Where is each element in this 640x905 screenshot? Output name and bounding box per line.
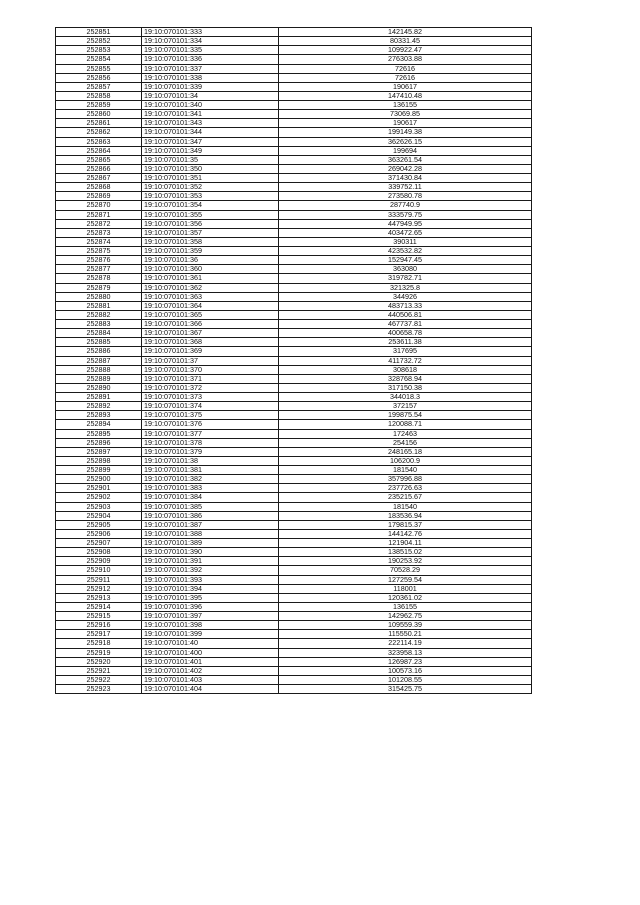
value-cell: 115550.21 [279, 630, 532, 639]
cadastral-number-cell: 19:10:070101:397 [142, 612, 279, 621]
table-row [56, 46, 532, 55]
row-number-cell: 252855 [56, 64, 142, 73]
value-cell: 308618 [279, 365, 532, 374]
table-row [56, 639, 532, 648]
cadastral-number-cell: 19:10:070101:333 [142, 28, 279, 37]
cadastral-number-cell: 19:10:070101:373 [142, 393, 279, 402]
table-row [56, 101, 532, 110]
value-cell: 100573.16 [279, 666, 532, 675]
row-number-cell: 252874 [56, 237, 142, 246]
value-cell: 344926 [279, 292, 532, 301]
row-number-cell: 252910 [56, 566, 142, 575]
cadastral-number-cell: 19:10:070101:347 [142, 137, 279, 146]
row-number-cell: 252906 [56, 529, 142, 538]
row-number-cell: 252861 [56, 119, 142, 128]
value-cell: 269042.28 [279, 164, 532, 173]
value-cell: 109922.47 [279, 46, 532, 55]
row-number-cell: 252895 [56, 429, 142, 438]
value-cell: 172463 [279, 429, 532, 438]
table-row [56, 228, 532, 237]
cadastral-number-cell: 19:10:070101:355 [142, 210, 279, 219]
row-number-cell: 252915 [56, 612, 142, 621]
table-row [56, 520, 532, 529]
row-number-cell: 252923 [56, 685, 142, 694]
cadastral-number-cell: 19:10:070101:337 [142, 64, 279, 73]
table-row [56, 247, 532, 256]
cadastral-number-cell: 19:10:070101:369 [142, 347, 279, 356]
value-cell: 120361.02 [279, 593, 532, 602]
value-cell: 372157 [279, 402, 532, 411]
row-number-cell: 252909 [56, 557, 142, 566]
value-cell: 317695 [279, 347, 532, 356]
cadastral-number-cell: 19:10:070101:343 [142, 119, 279, 128]
cadastral-number-cell: 19:10:070101:400 [142, 648, 279, 657]
value-cell: 390311 [279, 237, 532, 246]
row-number-cell: 252886 [56, 347, 142, 356]
table-row [56, 183, 532, 192]
row-number-cell: 252852 [56, 37, 142, 46]
row-number-cell: 252913 [56, 593, 142, 602]
row-number-cell: 252900 [56, 475, 142, 484]
table-row [56, 548, 532, 557]
table-row [56, 210, 532, 219]
value-cell: 253611.38 [279, 338, 532, 347]
cadastral-number-cell: 19:10:070101:388 [142, 529, 279, 538]
cadastral-number-cell: 19:10:070101:375 [142, 411, 279, 420]
value-cell: 73069.85 [279, 110, 532, 119]
row-number-cell: 252883 [56, 320, 142, 329]
table-row [56, 274, 532, 283]
value-cell: 179815.37 [279, 520, 532, 529]
row-number-cell: 252865 [56, 155, 142, 164]
value-cell: 127259.54 [279, 575, 532, 584]
value-cell: 403472.65 [279, 228, 532, 237]
table-row [56, 593, 532, 602]
row-number-cell: 252885 [56, 338, 142, 347]
table-row [56, 648, 532, 657]
table-row [56, 155, 532, 164]
cadastral-number-cell: 19:10:070101:356 [142, 219, 279, 228]
cadastral-number-cell: 19:10:070101:379 [142, 447, 279, 456]
cadastral-number-cell: 19:10:070101:377 [142, 429, 279, 438]
table-row [56, 539, 532, 548]
table-body [56, 28, 532, 694]
table-row [56, 365, 532, 374]
value-cell: 106200.9 [279, 456, 532, 465]
row-number-cell: 252917 [56, 630, 142, 639]
table-row [56, 383, 532, 392]
table-row [56, 164, 532, 173]
row-number-cell: 252877 [56, 265, 142, 274]
cadastral-number-cell: 19:10:070101:364 [142, 301, 279, 310]
row-number-cell: 252916 [56, 621, 142, 630]
row-number-cell: 252853 [56, 46, 142, 55]
table-row [56, 28, 532, 37]
table-row [56, 420, 532, 429]
row-number-cell: 252905 [56, 520, 142, 529]
cadastral-number-cell: 19:10:070101:393 [142, 575, 279, 584]
row-number-cell: 252898 [56, 456, 142, 465]
value-cell: 344018.3 [279, 393, 532, 402]
table-row [56, 584, 532, 593]
cadastral-number-cell: 19:10:070101:394 [142, 584, 279, 593]
table-row [56, 174, 532, 183]
cadastral-number-cell: 19:10:070101:351 [142, 174, 279, 183]
table-row [56, 37, 532, 46]
table-row [56, 411, 532, 420]
row-number-cell: 252875 [56, 247, 142, 256]
value-cell: 273580.78 [279, 192, 532, 201]
cadastral-number-cell: 19:10:070101:362 [142, 283, 279, 292]
table-row [56, 292, 532, 301]
cadastral-number-cell: 19:10:070101:349 [142, 146, 279, 155]
cadastral-number-cell: 19:10:070101:36 [142, 256, 279, 265]
value-cell: 136155 [279, 101, 532, 110]
cadastral-number-cell: 19:10:070101:40 [142, 639, 279, 648]
table-row [56, 137, 532, 146]
table-row [56, 621, 532, 630]
value-cell: 357996.88 [279, 475, 532, 484]
value-cell: 142962.75 [279, 612, 532, 621]
cadastral-number-cell: 19:10:070101:37 [142, 356, 279, 365]
table-row [56, 119, 532, 128]
row-number-cell: 252912 [56, 584, 142, 593]
table-row [56, 466, 532, 475]
cadastral-number-cell: 19:10:070101:354 [142, 201, 279, 210]
value-cell: 363261.54 [279, 155, 532, 164]
row-number-cell: 252893 [56, 411, 142, 420]
cadastral-number-cell: 19:10:070101:404 [142, 685, 279, 694]
row-number-cell: 252882 [56, 310, 142, 319]
value-cell: 411732.72 [279, 356, 532, 365]
value-cell: 323958.13 [279, 648, 532, 657]
table-row [56, 456, 532, 465]
row-number-cell: 252901 [56, 484, 142, 493]
value-cell: 120088.71 [279, 420, 532, 429]
value-cell: 72616 [279, 73, 532, 82]
cadastral-number-cell: 19:10:070101:334 [142, 37, 279, 46]
cadastral-number-cell: 19:10:070101:35 [142, 155, 279, 164]
row-number-cell: 252860 [56, 110, 142, 119]
cadastral-number-cell: 19:10:070101:403 [142, 675, 279, 684]
cadastral-number-cell: 19:10:070101:386 [142, 511, 279, 520]
row-number-cell: 252911 [56, 575, 142, 584]
cadastral-number-cell: 19:10:070101:370 [142, 365, 279, 374]
row-number-cell: 252870 [56, 201, 142, 210]
table-row [56, 447, 532, 456]
value-cell: 70528.29 [279, 566, 532, 575]
cadastral-number-cell: 19:10:070101:401 [142, 657, 279, 666]
cadastral-number-cell: 19:10:070101:392 [142, 566, 279, 575]
cadastral-number-cell: 19:10:070101:376 [142, 420, 279, 429]
cadastral-number-cell: 19:10:070101:339 [142, 82, 279, 91]
value-cell: 319782.71 [279, 274, 532, 283]
value-cell: 199875.54 [279, 411, 532, 420]
table-row [56, 612, 532, 621]
cadastral-number-cell: 19:10:070101:371 [142, 374, 279, 383]
table-row [56, 329, 532, 338]
table-row [56, 283, 532, 292]
table-row [56, 393, 532, 402]
cadastral-number-cell: 19:10:070101:341 [142, 110, 279, 119]
row-number-cell: 252878 [56, 274, 142, 283]
table-row [56, 575, 532, 584]
value-cell: 317150.38 [279, 383, 532, 392]
value-cell: 190253.92 [279, 557, 532, 566]
cadastral-number-cell: 19:10:070101:368 [142, 338, 279, 347]
value-cell: 339752.11 [279, 183, 532, 192]
table-row [56, 602, 532, 611]
row-number-cell: 252907 [56, 539, 142, 548]
cadastral-number-cell: 19:10:070101:396 [142, 602, 279, 611]
cadastral-number-cell: 19:10:070101:389 [142, 539, 279, 548]
row-number-cell: 252866 [56, 164, 142, 173]
value-cell: 190617 [279, 119, 532, 128]
table-row [56, 356, 532, 365]
table-row [56, 82, 532, 91]
value-cell: 362626.15 [279, 137, 532, 146]
row-number-cell: 252863 [56, 137, 142, 146]
row-number-cell: 252858 [56, 91, 142, 100]
value-cell: 109559.39 [279, 621, 532, 630]
row-number-cell: 252859 [56, 101, 142, 110]
cadastral-number-cell: 19:10:070101:383 [142, 484, 279, 493]
table-row [56, 110, 532, 119]
value-cell: 80331.45 [279, 37, 532, 46]
value-cell: 138515.02 [279, 548, 532, 557]
table-row [56, 347, 532, 356]
cadastral-number-cell: 19:10:070101:352 [142, 183, 279, 192]
value-cell: 235215.67 [279, 493, 532, 502]
table-row [56, 320, 532, 329]
row-number-cell: 252897 [56, 447, 142, 456]
cadastral-number-cell: 19:10:070101:353 [142, 192, 279, 201]
row-number-cell: 252899 [56, 466, 142, 475]
row-number-cell: 252864 [56, 146, 142, 155]
cadastral-number-cell: 19:10:070101:402 [142, 666, 279, 675]
table-row [56, 675, 532, 684]
cadastral-number-cell: 19:10:070101:399 [142, 630, 279, 639]
table-row [56, 146, 532, 155]
cadastral-number-cell: 19:10:070101:357 [142, 228, 279, 237]
row-number-cell: 252894 [56, 420, 142, 429]
value-cell: 121904.11 [279, 539, 532, 548]
value-cell: 276303.88 [279, 55, 532, 64]
cadastral-number-cell: 19:10:070101:372 [142, 383, 279, 392]
table-row [56, 219, 532, 228]
table-row [56, 566, 532, 575]
cadastral-number-cell: 19:10:070101:387 [142, 520, 279, 529]
row-number-cell: 252914 [56, 602, 142, 611]
table-row [56, 657, 532, 666]
cadastral-number-cell: 19:10:070101:350 [142, 164, 279, 173]
value-cell: 181540 [279, 502, 532, 511]
value-cell: 483713.33 [279, 301, 532, 310]
row-number-cell: 252868 [56, 183, 142, 192]
row-number-cell: 252884 [56, 329, 142, 338]
cadastral-number-cell: 19:10:070101:361 [142, 274, 279, 283]
value-cell: 254156 [279, 438, 532, 447]
cadastral-number-cell: 19:10:070101:398 [142, 621, 279, 630]
table-row [56, 666, 532, 675]
row-number-cell: 252921 [56, 666, 142, 675]
table-row [56, 484, 532, 493]
cadastral-number-cell: 19:10:070101:391 [142, 557, 279, 566]
cadastral-number-cell: 19:10:070101:363 [142, 292, 279, 301]
value-cell: 315425.75 [279, 685, 532, 694]
table-row [56, 237, 532, 246]
value-cell: 248165.18 [279, 447, 532, 456]
value-cell: 126987.23 [279, 657, 532, 666]
row-number-cell: 252867 [56, 174, 142, 183]
row-number-cell: 252880 [56, 292, 142, 301]
table-row [56, 55, 532, 64]
cadastral-number-cell: 19:10:070101:340 [142, 101, 279, 110]
table-row [56, 502, 532, 511]
row-number-cell: 252869 [56, 192, 142, 201]
value-cell: 118001 [279, 584, 532, 593]
table-row [56, 557, 532, 566]
cadastral-number-cell: 19:10:070101:367 [142, 329, 279, 338]
value-cell: 190617 [279, 82, 532, 91]
table-row [56, 685, 532, 694]
cadastral-number-cell: 19:10:070101:381 [142, 466, 279, 475]
value-cell: 152947.45 [279, 256, 532, 265]
value-cell: 199149.38 [279, 128, 532, 137]
row-number-cell: 252872 [56, 219, 142, 228]
cadastral-number-cell: 19:10:070101:378 [142, 438, 279, 447]
cadastral-number-cell: 19:10:070101:374 [142, 402, 279, 411]
row-number-cell: 252920 [56, 657, 142, 666]
row-number-cell: 252891 [56, 393, 142, 402]
row-number-cell: 252918 [56, 639, 142, 648]
table-row [56, 493, 532, 502]
value-cell: 363080 [279, 265, 532, 274]
value-cell: 447949.95 [279, 219, 532, 228]
value-cell: 287740.9 [279, 201, 532, 210]
value-cell: 400658.78 [279, 329, 532, 338]
row-number-cell: 252854 [56, 55, 142, 64]
value-cell: 147410.48 [279, 91, 532, 100]
cadastral-number-cell: 19:10:070101:335 [142, 46, 279, 55]
value-cell: 440506.81 [279, 310, 532, 319]
row-number-cell: 252922 [56, 675, 142, 684]
value-cell: 333579.75 [279, 210, 532, 219]
table-row [56, 192, 532, 201]
table-row [56, 438, 532, 447]
cadastral-number-cell: 19:10:070101:384 [142, 493, 279, 502]
cadastral-number-cell: 19:10:070101:344 [142, 128, 279, 137]
row-number-cell: 252856 [56, 73, 142, 82]
row-number-cell: 252881 [56, 301, 142, 310]
cadastral-number-cell: 19:10:070101:365 [142, 310, 279, 319]
value-cell: 181540 [279, 466, 532, 475]
table-row [56, 630, 532, 639]
value-cell: 72616 [279, 64, 532, 73]
row-number-cell: 252879 [56, 283, 142, 292]
table-row [56, 91, 532, 100]
value-cell: 328768.94 [279, 374, 532, 383]
cadastral-number-cell: 19:10:070101:360 [142, 265, 279, 274]
row-number-cell: 252851 [56, 28, 142, 37]
value-cell: 101208.55 [279, 675, 532, 684]
table-row [56, 301, 532, 310]
row-number-cell: 252892 [56, 402, 142, 411]
row-number-cell: 252908 [56, 548, 142, 557]
cadastral-number-cell: 19:10:070101:359 [142, 247, 279, 256]
table-row [56, 511, 532, 520]
row-number-cell: 252902 [56, 493, 142, 502]
row-number-cell: 252871 [56, 210, 142, 219]
row-number-cell: 252888 [56, 365, 142, 374]
value-cell: 237726.63 [279, 484, 532, 493]
table-row [56, 310, 532, 319]
value-cell: 136155 [279, 602, 532, 611]
value-cell: 321325.8 [279, 283, 532, 292]
value-cell: 144142.76 [279, 529, 532, 538]
row-number-cell: 252857 [56, 82, 142, 91]
cadastral-number-cell: 19:10:070101:38 [142, 456, 279, 465]
value-cell: 142145.82 [279, 28, 532, 37]
table-row [56, 64, 532, 73]
cadastral-number-cell: 19:10:070101:382 [142, 475, 279, 484]
table-row [56, 256, 532, 265]
cadastral-number-cell: 19:10:070101:385 [142, 502, 279, 511]
row-number-cell: 252862 [56, 128, 142, 137]
value-cell: 423532.82 [279, 247, 532, 256]
table-row [56, 73, 532, 82]
row-number-cell: 252896 [56, 438, 142, 447]
row-number-cell: 252919 [56, 648, 142, 657]
table-row [56, 128, 532, 137]
cadastral-number-cell: 19:10:070101:358 [142, 237, 279, 246]
row-number-cell: 252903 [56, 502, 142, 511]
cadastral-number-cell: 19:10:070101:390 [142, 548, 279, 557]
row-number-cell: 252873 [56, 228, 142, 237]
table-row [56, 265, 532, 274]
value-cell: 371430.84 [279, 174, 532, 183]
table-row [56, 529, 532, 538]
value-cell: 222114.19 [279, 639, 532, 648]
table-row [56, 374, 532, 383]
value-cell: 183536.94 [279, 511, 532, 520]
row-number-cell: 252876 [56, 256, 142, 265]
table-row [56, 201, 532, 210]
cadastral-value-table [55, 27, 532, 694]
table-row [56, 429, 532, 438]
table-row [56, 338, 532, 347]
table-row [56, 475, 532, 484]
table-row [56, 402, 532, 411]
value-cell: 199694 [279, 146, 532, 155]
row-number-cell: 252887 [56, 356, 142, 365]
value-cell: 467737.81 [279, 320, 532, 329]
cadastral-number-cell: 19:10:070101:338 [142, 73, 279, 82]
row-number-cell: 252890 [56, 383, 142, 392]
row-number-cell: 252904 [56, 511, 142, 520]
cadastral-number-cell: 19:10:070101:336 [142, 55, 279, 64]
cadastral-number-cell: 19:10:070101:395 [142, 593, 279, 602]
cadastral-number-cell: 19:10:070101:34 [142, 91, 279, 100]
cadastral-number-cell: 19:10:070101:366 [142, 320, 279, 329]
row-number-cell: 252889 [56, 374, 142, 383]
